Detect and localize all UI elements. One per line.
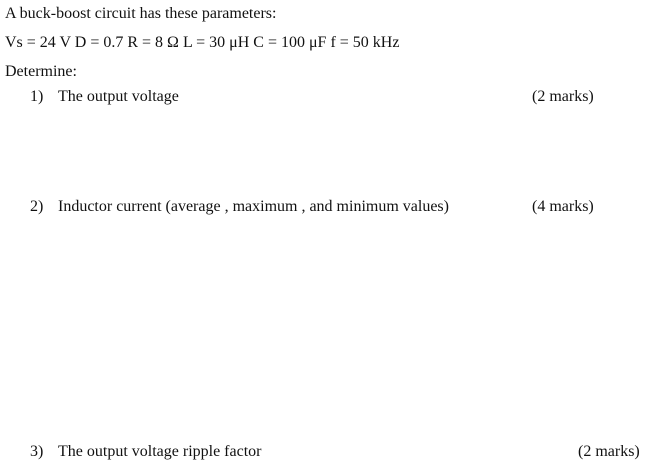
question-1: [30, 87, 179, 107]
question-2: [30, 197, 449, 217]
question-text: Inductor current (average , maximum , and minimum values): [58, 198, 449, 215]
problem-intro: A buck-boost circuit has these parameters:: [5, 5, 277, 22]
question-number: 1): [30, 88, 44, 105]
question-3-marks: (2 marks): [578, 443, 640, 460]
question-number: 3): [30, 443, 44, 460]
determine-heading: Determine:: [5, 63, 77, 80]
question-text: The output voltage ripple factor: [58, 443, 262, 460]
question-3: [30, 442, 261, 462]
circuit-parameters: Vs = 24 V D = 0.7 R = 8 Ω L = 30 μH C = 100 μF f = 50 kHz: [5, 34, 400, 51]
question-text: The output voltage: [58, 88, 179, 105]
question-1-marks: (2 marks): [532, 88, 594, 105]
question-number: 2): [30, 198, 44, 215]
question-2-marks: (4 marks): [532, 198, 594, 215]
